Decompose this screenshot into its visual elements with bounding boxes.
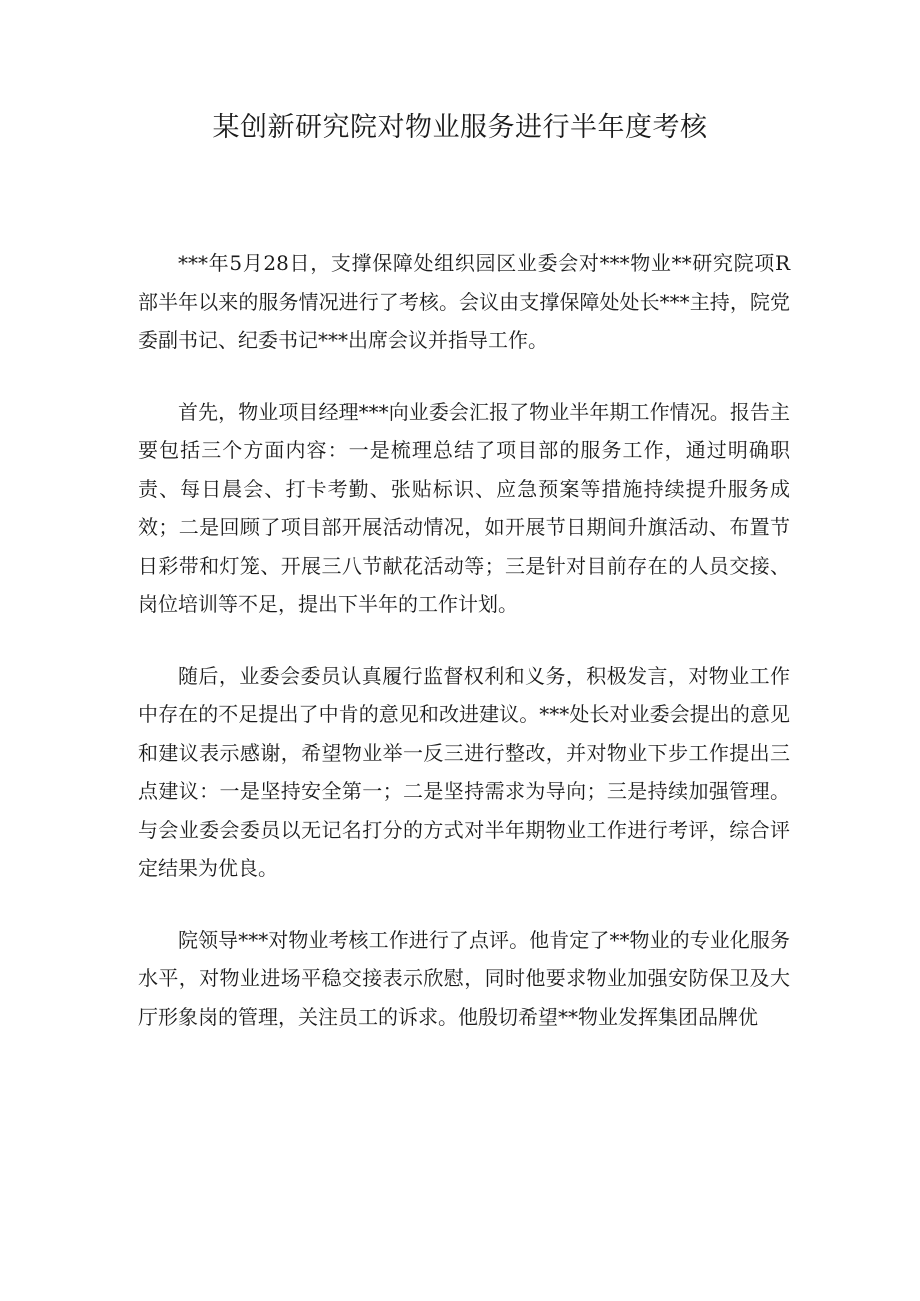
paragraph: ***年5月28日，支撑保障处组织园区业委会对***物业**研究院项R部半年以来的服务情况进行了考核。会议由支撑保障处处长***主持，院党委副书记、纪委书记***出席会议并指导工作。 bbox=[138, 251, 790, 352]
paragraph: 首先，物业项目经理***向业委会汇报了物业半年期工作情况。报告主要包括三个方面内容：一是梳理总结了项目部的服务工作，通过明确职责、每日晨会、打卡考勤、张贴标识、应急预案等措施持续提升服务成效；二是回顾了项目部开展活动情况，如开展节日期间升旗活动、布置节日彩带和灯笼、开展三八节献花活动等；三是针对目前存在的人员交接、岗位培训等不足，提出下半年的工作计划。 bbox=[138, 399, 790, 616]
document-body bbox=[138, 244, 790, 1069]
paragraph: 随后，业委会委员认真履行监督权利和义务，积极发言，对物业工作中存在的不足提出了中肯的意见和改进建议。***处长对业委会提出的意见和建议表示感谢，希望物业举一反三进行整改，并对物业下步工作提出三点建议：一是坚持安全第一；二是坚持需求为导向；三是持续加强管理。与会业委会委员以无记名打分的方式对半年期物业工作进行考评，综合评定结果为优良。 bbox=[138, 663, 790, 880]
paragraph: 院领导***对物业考核工作进行了点评。他肯定了**物业的专业化服务水平，对物业进场平稳交接表示欣慰，同时他要求物业加强安防保卫及大厅形象岗的管理，关注员工的诉求。他殷切希望**物业发挥集团品牌优 bbox=[138, 927, 790, 1029]
document-title: 某创新研究院对物业服务进行半年度考核 bbox=[212, 112, 708, 143]
